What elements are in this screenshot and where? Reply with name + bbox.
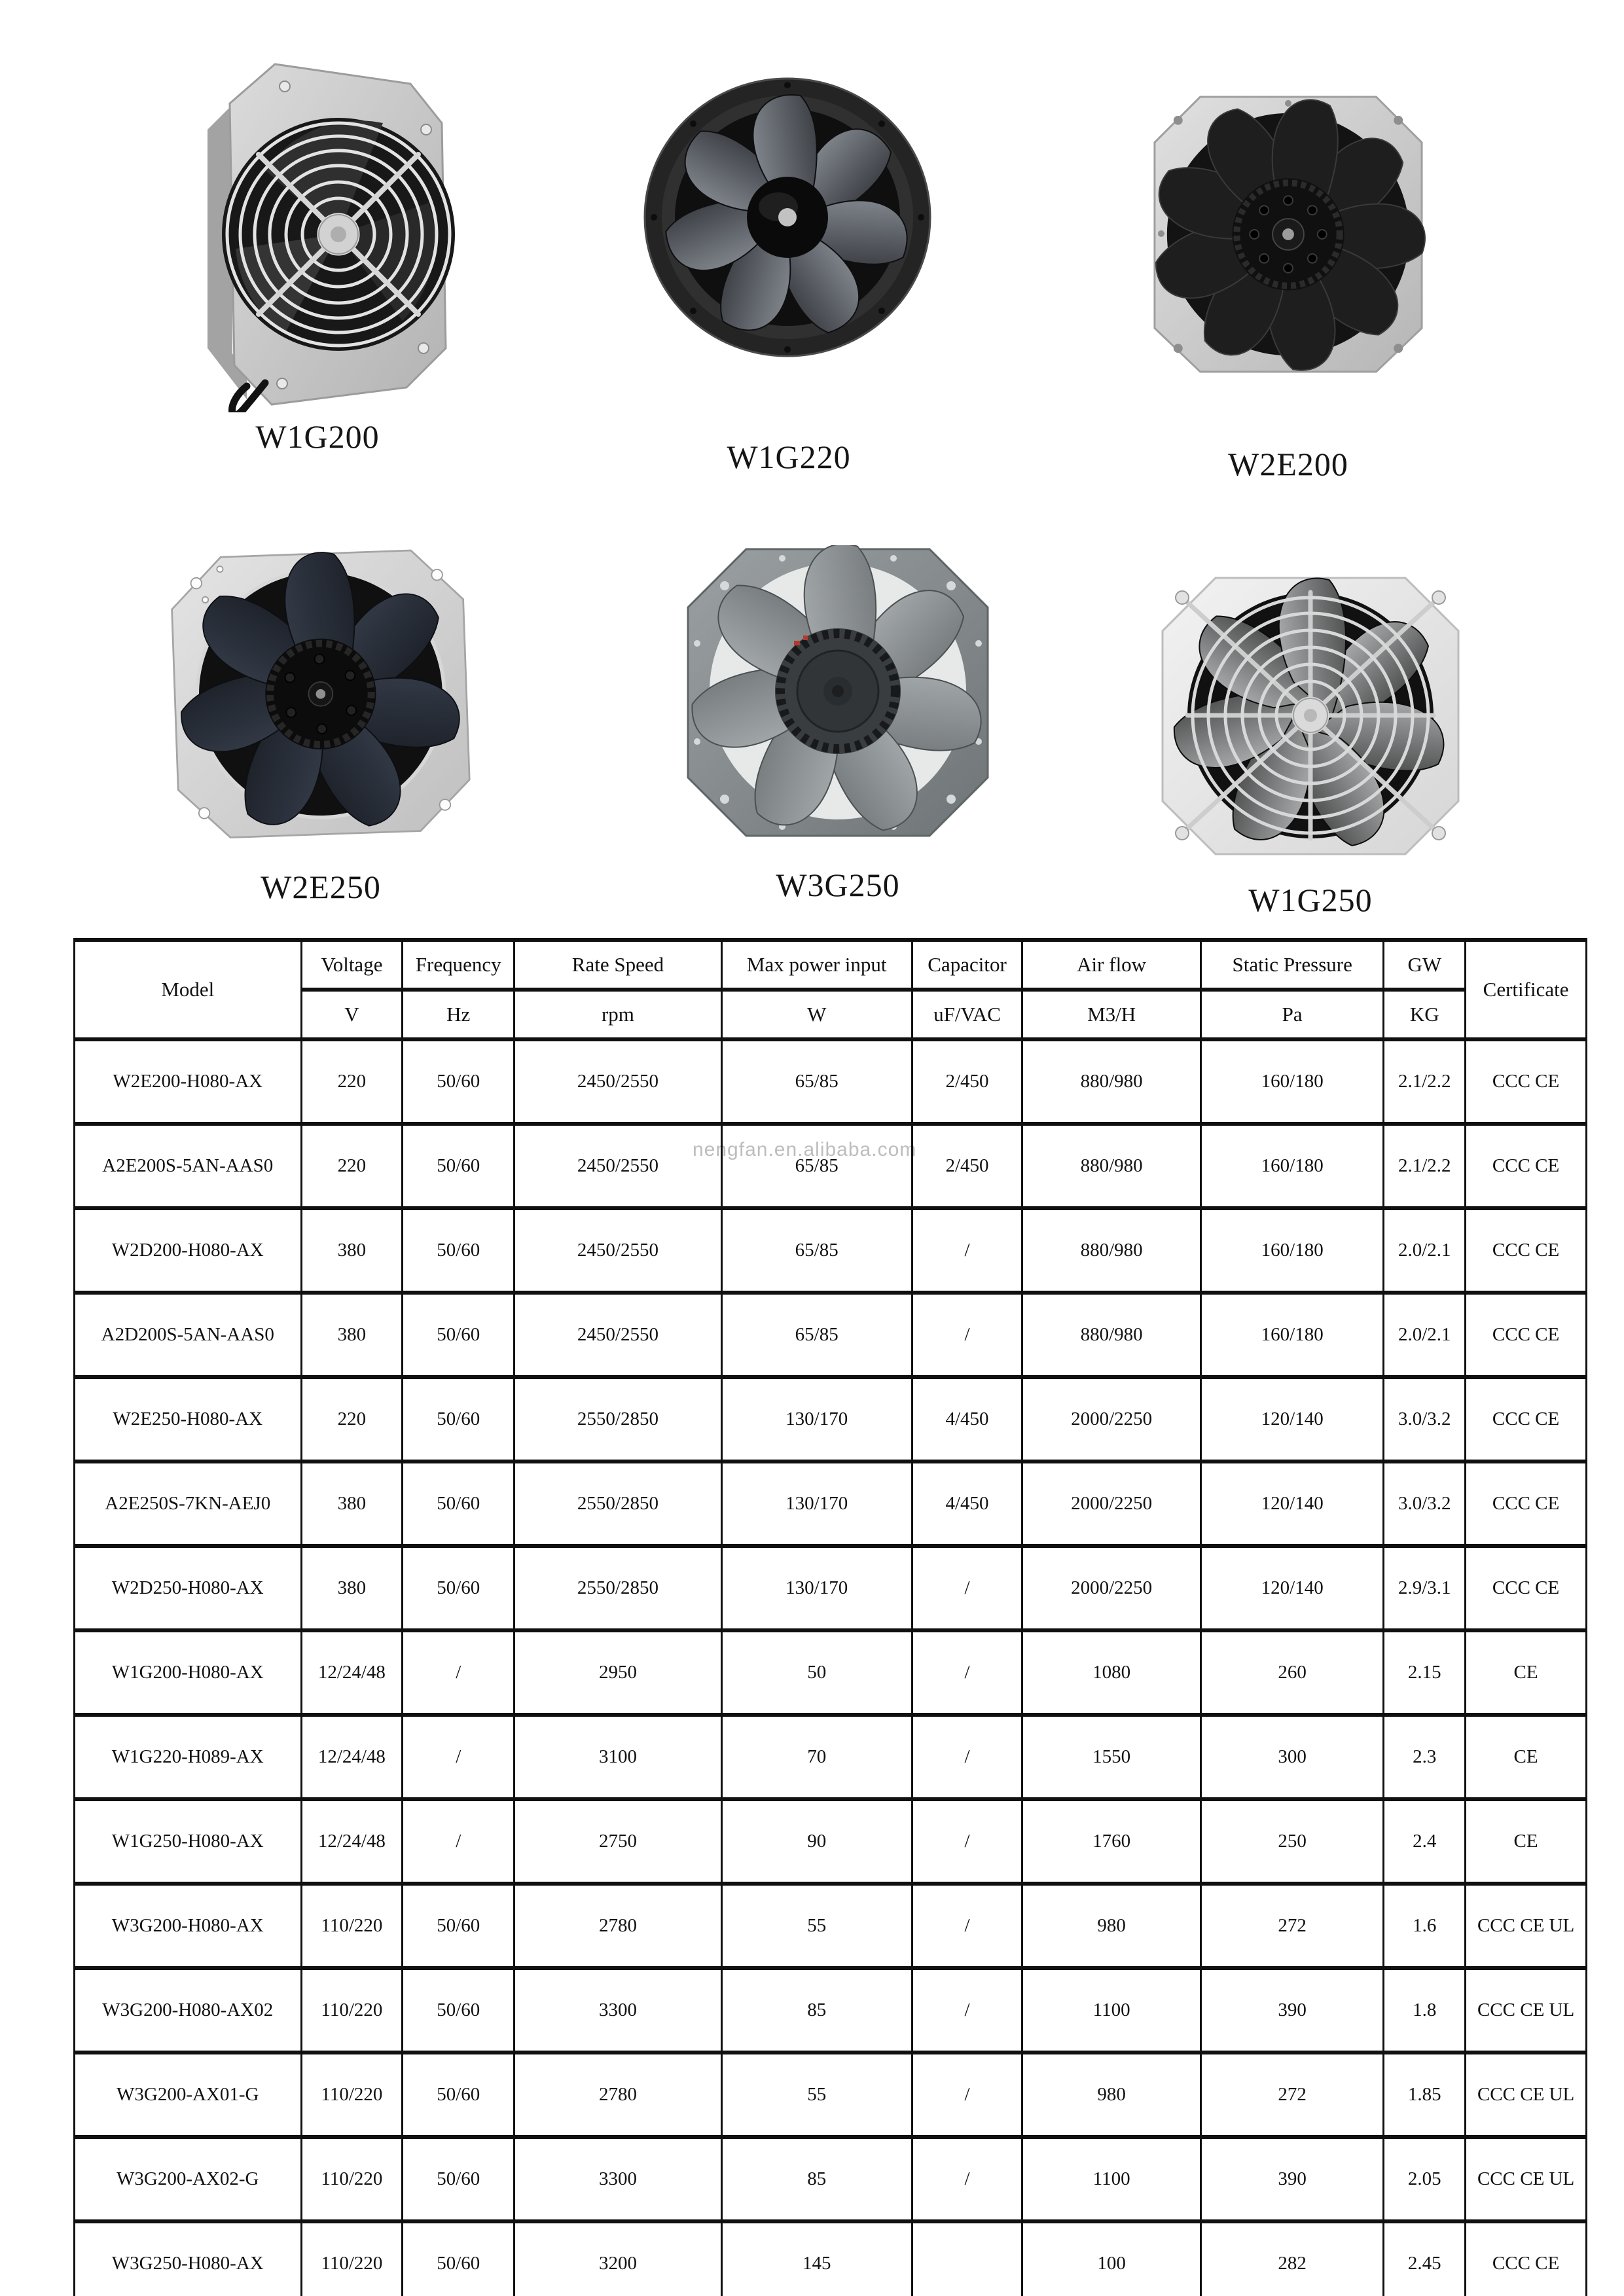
cell-voltage: 12/24/48 [301,1799,403,1884]
cell-frequency: / [403,1799,514,1884]
spec-row [75,1968,1587,2053]
cell-model: W3G250-H080-AX [75,2221,302,2296]
spec-row [75,1377,1587,1462]
cell-rate-speed: 2450/2550 [514,1293,721,1377]
cell-capacitor: / [912,1293,1022,1377]
cell-voltage: 380 [301,1293,403,1377]
cell-max-power: 85 [721,1968,912,2053]
cell-static-pressure: 120/140 [1200,1546,1384,1630]
cell-rate-speed: 2750 [514,1799,721,1884]
cell-frequency: 50/60 [403,1884,514,1968]
cell-gw: 1.8 [1384,1968,1466,2053]
cell-capacitor: / [912,2053,1022,2137]
col-header-gw: GW [1384,940,1466,990]
cell-max-power: 90 [721,1799,912,1884]
cell-certificate: CCC CE [1466,1546,1587,1630]
cell-air-flow: 980 [1022,2053,1201,2137]
cell-gw: 1.6 [1384,1884,1466,1968]
cell-certificate: CE [1466,1630,1587,1715]
cell-certificate: CCC CE UL [1466,2137,1587,2221]
cell-max-power: 50 [721,1630,912,1715]
cell-gw: 2.1/2.2 [1384,1039,1466,1124]
cell-air-flow: 880/980 [1022,1293,1201,1377]
cell-frequency: 50/60 [403,2137,514,2221]
cell-frequency: 50/60 [403,1208,514,1293]
cell-certificate: CCC CE [1466,1293,1587,1377]
cell-capacitor: / [912,2137,1022,2221]
spec-row [75,1293,1587,1377]
spec-row [75,1208,1587,1293]
unit-gw: KG [1384,990,1466,1039]
spec-row [75,2053,1587,2137]
cell-model: A2E200S-5AN-AAS0 [75,1124,302,1208]
spec-table-header [75,940,1587,1039]
cell-gw: 2.3 [1384,1715,1466,1799]
col-header-air-flow: Air flow [1022,940,1201,990]
cell-rate-speed: 3300 [514,2137,721,2221]
w1g250-fan-image [1160,575,1461,857]
cell-gw: 2.4 [1384,1799,1466,1884]
cell-voltage: 110/220 [301,1968,403,2053]
cell-model: W2E200-H080-AX [75,1039,302,1124]
cell-gw: 2.15 [1384,1630,1466,1715]
cell-static-pressure: 300 [1200,1715,1384,1799]
product-label: W1G250 [1248,882,1373,918]
cell-air-flow: 2000/2250 [1022,1546,1201,1630]
cell-frequency: 50/60 [403,1124,514,1208]
cell-air-flow: 880/980 [1022,1124,1201,1208]
w2e200-fan-photo [1144,90,1432,377]
cell-certificate: CCC CE UL [1466,1968,1587,2053]
cell-rate-speed: 2780 [514,1884,721,1968]
spec-row [75,2137,1587,2221]
spec-table-body [75,1039,1587,2296]
product-w1g200 [164,46,471,456]
cell-frequency: 50/60 [403,1462,514,1546]
spec-row [75,1799,1587,1884]
product-w2e250 [170,535,471,906]
col-header-voltage: Voltage [301,940,403,990]
cell-rate-speed: 2950 [514,1630,721,1715]
w3g250-fan-image [681,545,995,840]
cell-max-power: 65/85 [721,1293,912,1377]
cell-voltage: 12/24/48 [301,1715,403,1799]
unit-voltage: V [301,990,403,1039]
cell-voltage: 110/220 [301,1884,403,1968]
cell-max-power: 65/85 [721,1124,912,1208]
cell-voltage: 110/220 [301,2221,403,2296]
cell-model: W3G200-AX02-G [75,2137,302,2221]
cell-capacitor: / [912,1884,1022,1968]
cell-rate-speed: 3100 [514,1715,721,1799]
cell-static-pressure: 390 [1200,2137,1384,2221]
w2e200-fan-image [1144,90,1432,377]
cell-rate-speed: 2780 [514,2053,721,2137]
cell-air-flow: 880/980 [1022,1208,1201,1293]
spec-row [75,1546,1587,1630]
cell-model: A2D200S-5AN-AAS0 [75,1293,302,1377]
cell-voltage: 380 [301,1462,403,1546]
cell-voltage: 380 [301,1208,403,1293]
cell-max-power: 65/85 [721,1039,912,1124]
cell-capacitor: 4/450 [912,1462,1022,1546]
cell-model: W2D200-H080-AX [75,1208,302,1293]
cell-gw: 2.05 [1384,2137,1466,2221]
cell-air-flow: 1760 [1022,1799,1201,1884]
product-label: W2E200 [1228,446,1348,482]
cell-model: W1G220-H089-AX [75,1715,302,1799]
cell-max-power: 130/170 [721,1377,912,1462]
cell-model: W1G200-H080-AX [75,1630,302,1715]
cell-certificate: CCC CE UL [1466,2053,1587,2137]
cell-model: W3G200-AX01-G [75,2053,302,2137]
col-header-rate-speed: Rate Speed [514,940,721,990]
cell-air-flow: 100 [1022,2221,1201,2296]
cell-air-flow: 1100 [1022,1968,1201,2053]
spec-row [75,1039,1587,1124]
cell-voltage: 380 [301,1546,403,1630]
cell-max-power: 70 [721,1715,912,1799]
cell-max-power: 85 [721,2137,912,2221]
cell-model: W3G200-H080-AX02 [75,1968,302,2053]
cell-static-pressure: 120/140 [1200,1462,1384,1546]
unit-static-pressure: Pa [1200,990,1384,1039]
col-header-certificate: Certificate [1466,940,1587,1039]
product-label: W3G250 [776,867,900,903]
cell-max-power: 145 [721,2221,912,2296]
cell-rate-speed: 3200 [514,2221,721,2296]
cell-static-pressure: 282 [1200,2221,1384,2296]
product-label: W2E250 [261,869,381,905]
cell-frequency: 50/60 [403,1377,514,1462]
cell-capacitor: 4/450 [912,1377,1022,1462]
cell-gw: 3.0/3.2 [1384,1377,1466,1462]
cell-static-pressure: 272 [1200,1884,1384,1968]
cell-air-flow: 1100 [1022,2137,1201,2221]
cell-max-power: 130/170 [721,1462,912,1546]
spec-row [75,2221,1587,2296]
cell-frequency: / [403,1715,514,1799]
cell-certificate: CCC CE [1466,1377,1587,1462]
cell-frequency: 50/60 [403,1546,514,1630]
cell-rate-speed: 2550/2850 [514,1462,721,1546]
cell-air-flow: 980 [1022,1884,1201,1968]
cell-capacitor: / [912,1799,1022,1884]
cell-certificate: CE [1466,1799,1587,1884]
product-label: W1G220 [727,439,851,475]
cell-model: W3G200-H080-AX [75,1884,302,1968]
w1g220-fan-photo [638,73,939,365]
cell-rate-speed: 2550/2850 [514,1377,721,1462]
cell-voltage: 220 [301,1124,403,1208]
cell-static-pressure: 160/180 [1200,1293,1384,1377]
cell-static-pressure: 250 [1200,1799,1384,1884]
cell-max-power: 55 [721,1884,912,1968]
product-w3g250 [681,545,995,904]
cell-static-pressure: 272 [1200,2053,1384,2137]
cell-frequency: 50/60 [403,1968,514,2053]
spec-row [75,1124,1587,1208]
cell-certificate: CCC CE [1466,1039,1587,1124]
cell-rate-speed: 2450/2550 [514,1124,721,1208]
cell-air-flow: 880/980 [1022,1039,1201,1124]
cell-voltage: 110/220 [301,2053,403,2137]
cell-static-pressure: 390 [1200,1968,1384,2053]
cell-gw: 2.0/2.1 [1384,1208,1466,1293]
cell-air-flow: 1550 [1022,1715,1201,1799]
unit-capacitor: uF/VAC [912,990,1022,1039]
cell-frequency: 50/60 [403,2053,514,2137]
w2e250-fan-photo [170,535,471,857]
w1g250-fan-photo [1160,575,1461,857]
cell-model: W1G250-H080-AX [75,1799,302,1884]
col-header-capacitor: Capacitor [912,940,1022,990]
cell-voltage: 220 [301,1039,403,1124]
cell-static-pressure: 160/180 [1200,1039,1384,1124]
cell-capacitor [912,2221,1022,2296]
w2e250-fan-image [170,535,471,857]
cell-capacitor: 2/450 [912,1039,1022,1124]
unit-air-flow: M3/H [1022,990,1201,1039]
header-title-row [75,940,1587,990]
cell-frequency: / [403,1630,514,1715]
cell-air-flow: 2000/2250 [1022,1462,1201,1546]
cell-capacitor: 2/450 [912,1124,1022,1208]
unit-rate-speed: rpm [514,990,721,1039]
cell-rate-speed: 2450/2550 [514,1039,721,1124]
cell-capacitor: / [912,1546,1022,1630]
col-header-model: Model [75,940,302,1039]
cell-model: W2E250-H080-AX [75,1377,302,1462]
cell-gw: 1.85 [1384,2053,1466,2137]
w1g200-fan-image [164,46,471,412]
w3g250-fan-photo [681,545,995,840]
cell-certificate: CCC CE [1466,2221,1587,2296]
w1g200-fan-photo [164,46,471,412]
spec-row [75,1884,1587,1968]
col-header-frequency: Frequency [403,940,514,990]
cell-frequency: 50/60 [403,1293,514,1377]
cell-capacitor: / [912,1715,1022,1799]
cell-certificate: CCC CE [1466,1462,1587,1546]
cell-gw: 2.1/2.2 [1384,1124,1466,1208]
cell-max-power: 55 [721,2053,912,2137]
cell-capacitor: / [912,1208,1022,1293]
cell-capacitor: / [912,1630,1022,1715]
cell-max-power: 130/170 [721,1546,912,1630]
cell-gw: 2.9/3.1 [1384,1546,1466,1630]
product-w1g220 [638,73,939,476]
product-w2e200 [1144,90,1432,483]
cell-rate-speed: 2450/2550 [514,1208,721,1293]
cell-gw: 2.0/2.1 [1384,1293,1466,1377]
cell-air-flow: 2000/2250 [1022,1377,1201,1462]
cell-max-power: 65/85 [721,1208,912,1293]
watermark-text: nengfan.en.alibaba.com [693,1139,917,1160]
col-header-static-pressure: Static Pressure [1200,940,1384,990]
cell-gw: 3.0/3.2 [1384,1462,1466,1546]
cell-certificate: CE [1466,1715,1587,1799]
cell-gw: 2.45 [1384,2221,1466,2296]
cell-rate-speed: 2550/2850 [514,1546,721,1630]
cell-static-pressure: 260 [1200,1630,1384,1715]
spec-row [75,1715,1587,1799]
cell-certificate: CCC CE UL [1466,1884,1587,1968]
cell-model: A2E250S-7KN-AEJ0 [75,1462,302,1546]
cell-voltage: 220 [301,1377,403,1462]
product-label: W1G200 [255,418,380,455]
cell-static-pressure: 120/140 [1200,1377,1384,1462]
cell-certificate: CCC CE [1466,1124,1587,1208]
cell-certificate: CCC CE [1466,1208,1587,1293]
cell-air-flow: 1080 [1022,1630,1201,1715]
unit-max-power: W [721,990,912,1039]
cell-static-pressure: 160/180 [1200,1208,1384,1293]
col-header-max-power: Max power input [721,940,912,990]
cell-rate-speed: 3300 [514,1968,721,2053]
cell-frequency: 50/60 [403,1039,514,1124]
product-w1g250 [1160,575,1461,919]
cell-static-pressure: 160/180 [1200,1124,1384,1208]
cell-voltage: 12/24/48 [301,1630,403,1715]
cell-voltage: 110/220 [301,2137,403,2221]
header-unit-row [75,990,1587,1039]
spec-row [75,1630,1587,1715]
unit-frequency: Hz [403,990,514,1039]
cell-model: W2D250-H080-AX [75,1546,302,1630]
cell-frequency: 50/60 [403,2221,514,2296]
spec-table [73,938,1587,2296]
cell-capacitor: / [912,1968,1022,2053]
w1g220-fan-image [638,73,939,365]
spec-row [75,1462,1587,1546]
